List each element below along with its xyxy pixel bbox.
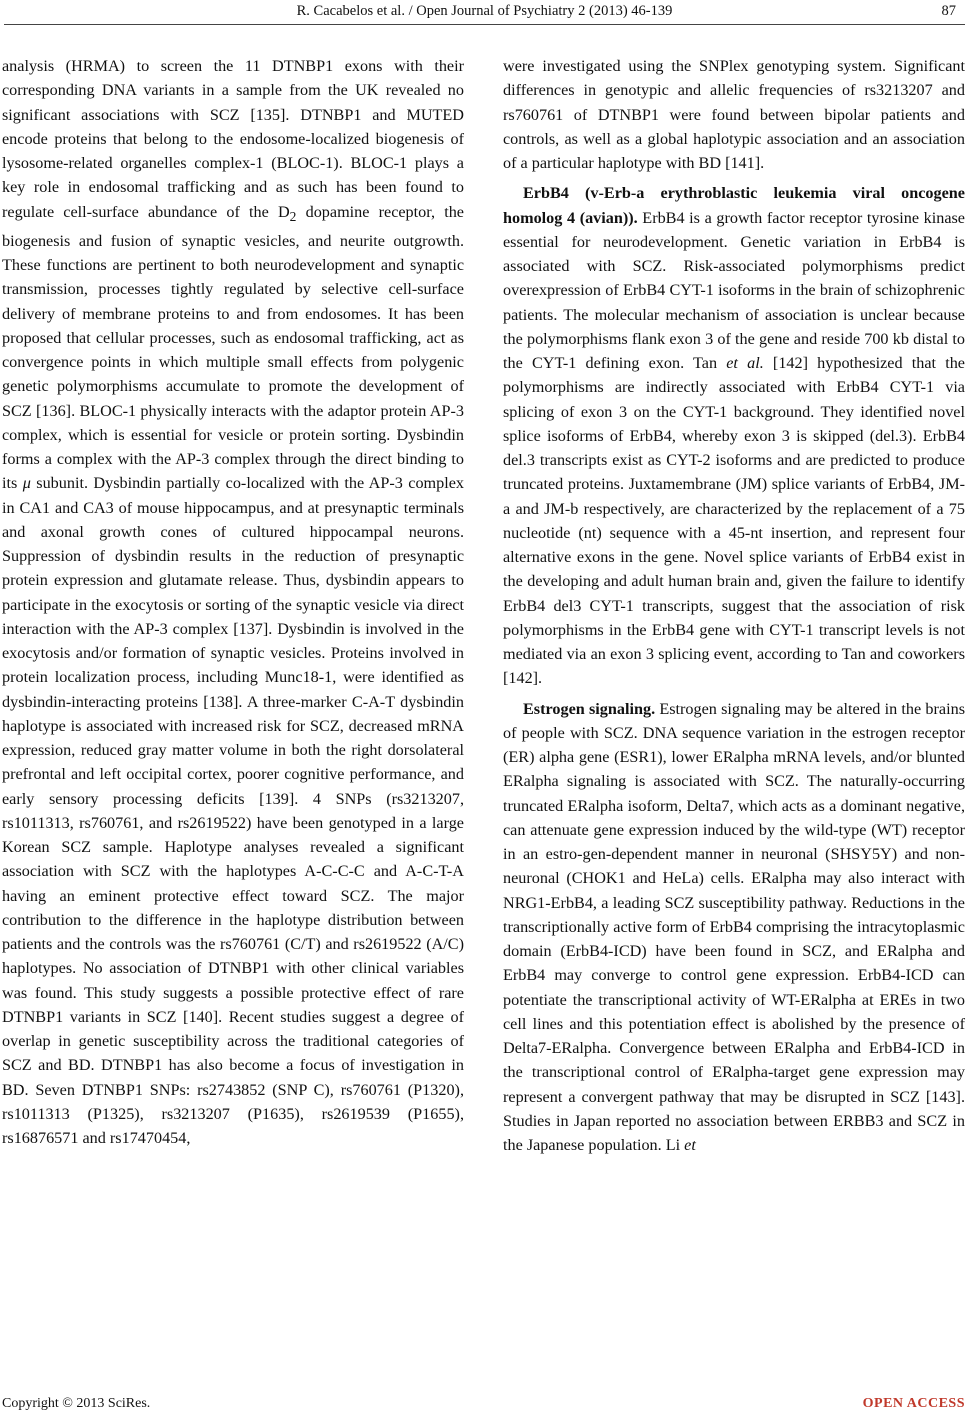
text-run: [142] hypothesized that the polymorphisms are indirectly associated with ErbB4 CYT-1 via splicing of exon 3 on the CYT-1 background. They identified novel splice isoforms of ErbB4, whereby exon 3 is skipped (del.3). ErbB4 del.3 transcripts exist as CYT-2 isoforms and are predicted to produce truncated proteins. Juxtamembrane (JM) splice variants of ErbB4, JM-a and JM-b respectively, are characterized by the replacement of a 75 nucleotide (nt) sequence with a 45-nt insertion, and represent four alternative exons in the gene. Novel splice variants of ErbB4 exist in the developing and adult human brain and, given the failure to identify ErbB4 del3 CYT-1 transcripts, suggest that the association of risk polymorphisms in the ErbB4 gene with CYT-1 transcript levels is not mediated via an exon 3 splicing event, according to Tan and coworkers [142]. — [503, 354, 965, 688]
section-heading-estrogen: Estrogen signaling. — [523, 699, 656, 718]
text-run: analysis (HRMA) to screen the 11 DTNBP1 exons with their corresponding DNA variants in a sample from the UK revealed no significant associations with SCZ [135]. DTNBP1 and MUTED encode proteins that belong to the endosome-localized biogenesis of lysosome-related organelles complex-1 (BLOC-1). BLOC-1 plays a key role in endosomal trafficking and as such has been found to regulate cell-surface abundance of the D — [2, 57, 464, 221]
page-footer — [0, 1378, 969, 1411]
greek-mu: μ — [22, 474, 31, 493]
header-rule — [4, 24, 965, 25]
left-column — [2, 54, 464, 1150]
paragraph-erbb4 — [503, 181, 965, 690]
et-al: et al. — [726, 354, 764, 372]
section-heading-erbb4: ErbB4 (v-Erb-a erythroblastic leukemia viral oncogene homolog 4 (avian)). — [503, 184, 965, 227]
text-run: subunit. Dysbindin partially co-localized with the AP-3 complex in CA1 and CA3 of mouse hippocampus, and at presynaptic terminals and axonal growth cones of cultured hippocampal neurons. Suppression of dysbindin results in the reduction of presynaptic protein expression and glutamate release. Thus, dysbindin appears to participate in the exocytosis or sorting of the synaptic vesicle via direct interaction with the AP-3 complex [137]. Dysbindin is involved in the exocytosis and/or formation of synaptic vesicles. Proteins involved in protein localization process, including Munc18-1, were identified as dysbindin-interacting proteins [138]. A three-marker C-A-T dysbindin haplotype is associated with increased risk for SCZ, decreased mRNA expression, reduced gray matter volume in both the right dorsolateral prefrontal and left occipital cortex, poorer cognitive performance, and early sensory processing deficits [139]. 4 SNPs (rs3213207, rs1011313, rs760761, and rs2619522) have been genotyped in a large Korean SCZ sample. Haplotype analyses revealed a significant association with SCZ with the haplotypes A-C-C-C and A-C-T-A having an eminent protective effect toward SCZ. The major contribution to the difference in the haplotype distribution between patients and the controls was the rs760761 (C/T) and rs2619522 (A/C) haplotypes. No association of DTNBP1 with other clinical variables was found. This study suggests a possible protective effect of rare DTNBP1 variants in SCZ [140]. Recent studies suggest a degree of overlap in genetic susceptibility across the traditional categories of SCZ and BD. DTNBP1 has also become a focus of investigation in BD. Seven DTNBP1 SNPs: rs2743852 (SNP C), rs760761 (P1320), rs1011313 (P1325), rs3213207 (P1635), rs2619539 (P1655), rs16876571 and rs17470454, — [2, 474, 464, 1148]
paragraph-continued: were investigated using the SNPlex genotyping system. Significant differences in genotypic and allelic frequencies of rs3213207 and rs760761 of DTNBP1 were found between bipolar patients and controls, as well as a global haplotypic association and an association of a particular haplotype with BD [141]. — [503, 57, 965, 172]
text-run: dopamine receptor, the biogenesis and fusion of synaptic vesicles, and neurite outgrowth. These functions are pertinent to both neurodevelopment and synaptic transmission, processes tightly regulated by selective cell-surface delivery of membrane proteins to and from endosomes. It has been proposed that cellular processes, such as endosomal trafficking, act as convergence points in which multiple small effects from polygenic genetic polymorphisms accumulate to promote the development of SCZ [136]. BLOC-1 physically interacts with the adaptor protein AP-3 complex, which is essential for vesicle or protein sorting. Dysbindin forms a complex with the AP-3 complex through the direct binding to its — [2, 202, 464, 493]
paragraph-dtnbp1 — [2, 54, 464, 1150]
paragraph-estrogen — [503, 697, 965, 1158]
text-run: Estrogen signaling may be altered in the brains of people with SCZ. DNA sequence variation in the estrogen receptor (ER) alpha gene (ESR1), lower ERalpha mRNA levels, and/or blunted ERalpha signaling is associated with SCZ. The naturally-occurring truncated ERalpha isoform, Delta7, which acts as a dominant negative, can attenuate gene expression induced by the wild-type (WT) receptor in an estro-gen-dependent manner in neuronal (SHSY5Y) and non-neuronal (CHOK1 and HeLa) cells. ERalpha may also interact with NRG1-ErbB4, a leading SCZ susceptibility pathway. Reductions in the transcriptionally active form of ErbB4 comprising the intracytoplasmic domain (ErbB4-ICD) have been found in SCZ, and ERalpha and ErbB4 may converge to control gene expression. ErbB4-ICD can potentiate the transcriptional activity of WT-ERalpha at EREs in two cell lines and this potentiation effect is abolished by the presence of Delta7-ERalpha. Convergence between ERalpha and ErbB4-ICD in the transcriptional control of ERalpha-target gene expression may represent a convergent pathway that may be disrupted in SCZ [143]. Studies in Japan reported no association between ERBB3 and SCZ in the Japanese population. Li — [503, 699, 965, 1154]
page-header — [0, 0, 969, 22]
et-al: et — [684, 1136, 696, 1154]
right-column — [503, 54, 965, 1157]
text-run: ErbB4 is a growth factor receptor tyrosine kinase essential for neurodevelopment. Genetic variation in ErbB4 is associated with SCZ. Risk-associated polymorphisms predict overexpression of ErbB4 CYT-1 isoforms in the brain of schizophrenic patients. The molecular mechanism of association is unclear because the polymorphisms flank exon 3 of the gene and reside 700 kb distal to the CYT-1 defining exon. Tan — [503, 208, 965, 372]
open-access-label: OPEN ACCESS — [862, 1396, 965, 1411]
copyright-notice: Copyright © 2013 SciRes. — [2, 1396, 151, 1411]
running-head: R. Cacabelos et al. / Open Journal of Psychiatry 2 (2013) 46-139 — [296, 3, 673, 19]
subscript: 2 — [289, 208, 297, 224]
page-number: 87 — [941, 3, 956, 19]
